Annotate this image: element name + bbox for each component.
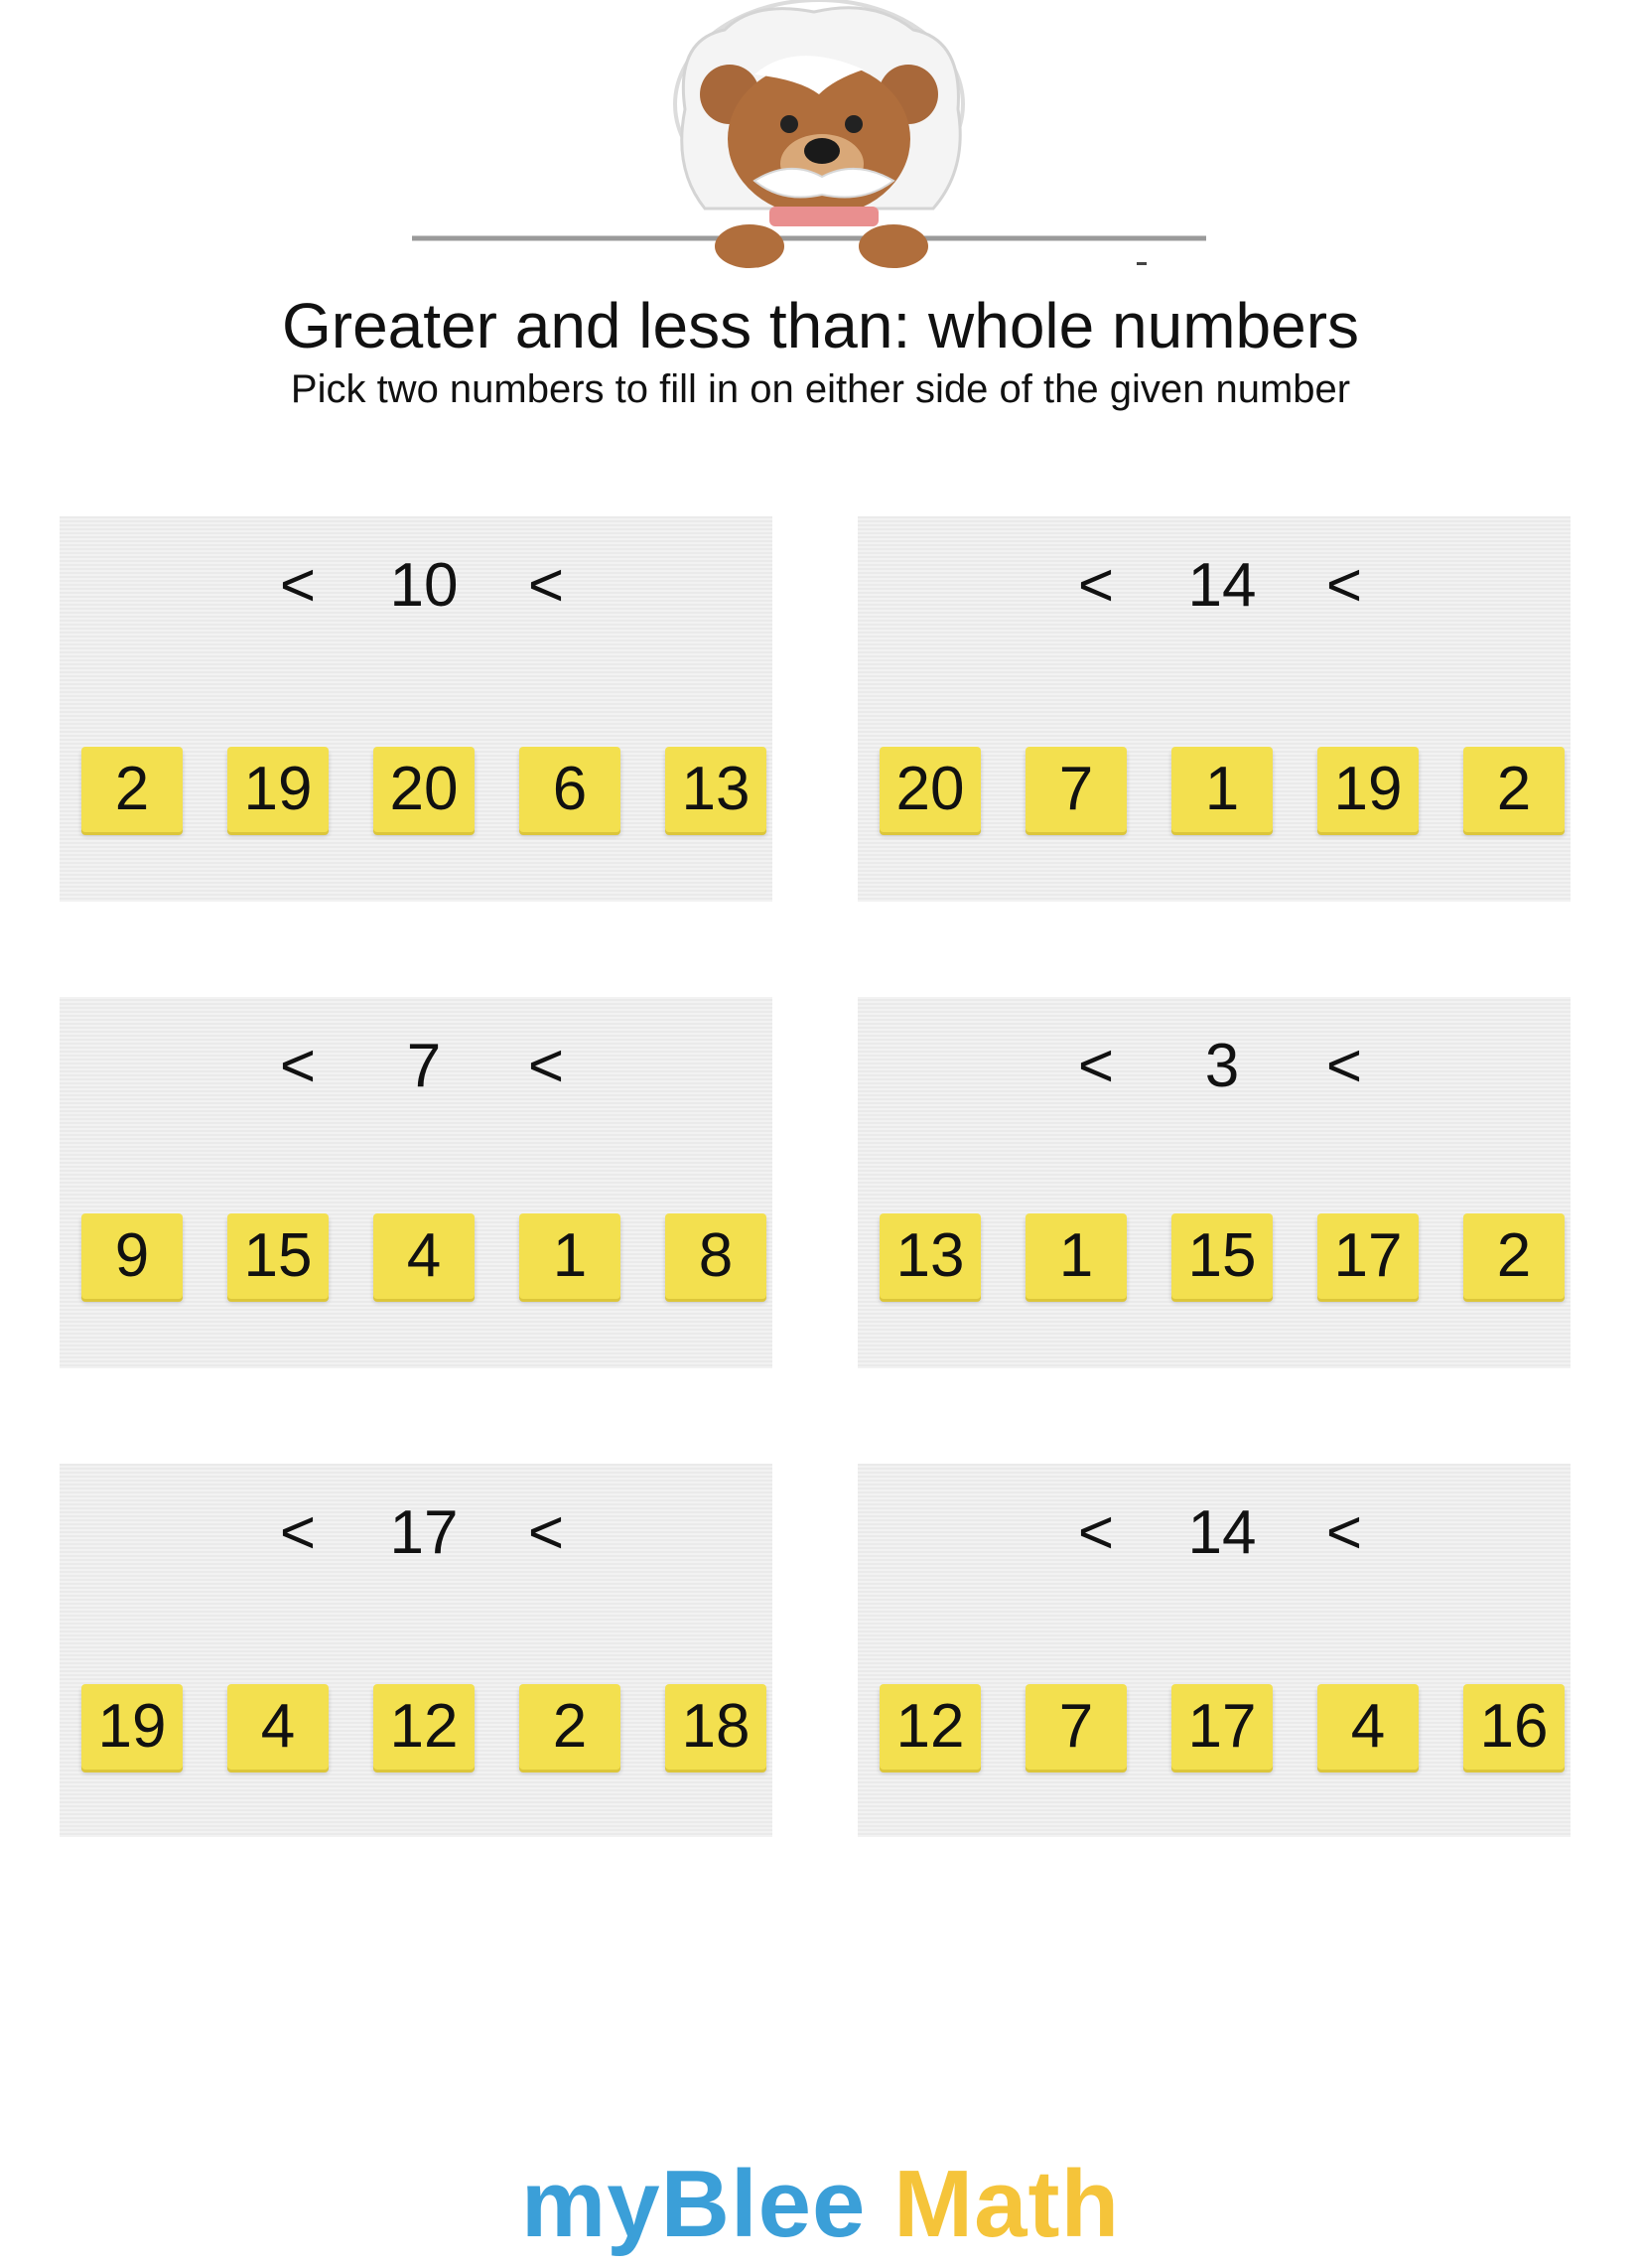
given-number: 7 xyxy=(406,1032,442,1100)
page-title: Greater and less than: whole numbers xyxy=(281,290,1360,361)
problem-statement xyxy=(60,1027,772,1106)
problem-statement xyxy=(60,546,772,626)
number-tile[interactable]: 13 xyxy=(665,747,766,832)
problem-statement xyxy=(858,1027,1571,1106)
less-than-symbol-left: < xyxy=(1077,1032,1115,1100)
number-tile[interactable]: 15 xyxy=(227,1213,329,1299)
given-number: 17 xyxy=(389,1498,459,1567)
less-than-symbol-right: < xyxy=(1325,551,1363,620)
number-tile[interactable]: 1 xyxy=(1171,747,1273,832)
number-tile[interactable]: 2 xyxy=(81,747,183,832)
number-tile[interactable]: 19 xyxy=(1317,747,1419,832)
number-tile[interactable]: 4 xyxy=(227,1684,329,1770)
number-tile[interactable]: 2 xyxy=(1463,1213,1565,1299)
logo-part-myblee: myBlee xyxy=(520,2151,867,2257)
less-than-symbol-right: < xyxy=(527,1032,565,1100)
number-tile[interactable]: 18 xyxy=(665,1684,766,1770)
number-tile[interactable]: 9 xyxy=(81,1213,183,1299)
number-tile[interactable]: 2 xyxy=(519,1684,620,1770)
number-tile[interactable]: 19 xyxy=(227,747,329,832)
number-tile[interactable]: 20 xyxy=(373,747,475,832)
number-tile[interactable]: 6 xyxy=(519,747,620,832)
less-than-symbol-left: < xyxy=(1077,551,1115,620)
problem-statement xyxy=(858,1493,1571,1573)
logo-part-math: Math xyxy=(893,2151,1121,2257)
bear-mascot-icon xyxy=(397,0,1251,278)
number-tile[interactable]: 17 xyxy=(1317,1213,1419,1299)
number-tile[interactable]: 16 xyxy=(1463,1684,1565,1770)
problem-panel-1 xyxy=(60,516,772,902)
less-than-symbol-left: < xyxy=(279,1498,317,1567)
number-tile[interactable]: 7 xyxy=(1026,1684,1127,1770)
choice-tiles xyxy=(880,1213,1565,1299)
number-tile[interactable]: 7 xyxy=(1026,747,1127,832)
page-subtitle: Pick two numbers to fill in on either side of the given number xyxy=(290,367,1351,411)
less-than-symbol-left: < xyxy=(279,1032,317,1100)
problem-panel-2 xyxy=(858,516,1571,902)
problem-statement xyxy=(60,1493,772,1573)
problem-panel-3 xyxy=(60,997,772,1368)
number-tile[interactable]: 13 xyxy=(880,1213,981,1299)
less-than-symbol-right: < xyxy=(527,1498,565,1567)
problem-panel-4 xyxy=(858,997,1571,1368)
problem-statement xyxy=(858,546,1571,626)
less-than-symbol-right: < xyxy=(527,551,565,620)
given-number: 10 xyxy=(389,551,459,620)
less-than-symbol-left: < xyxy=(279,551,317,620)
number-tile[interactable]: 17 xyxy=(1171,1684,1273,1770)
number-tile[interactable]: 4 xyxy=(373,1213,475,1299)
number-tile[interactable]: 20 xyxy=(880,747,981,832)
number-tile[interactable]: 12 xyxy=(880,1684,981,1770)
less-than-symbol-left: < xyxy=(1077,1498,1115,1567)
less-than-symbol-right: < xyxy=(1325,1032,1363,1100)
number-tile[interactable]: 8 xyxy=(665,1213,766,1299)
number-tile[interactable]: 12 xyxy=(373,1684,475,1770)
number-tile[interactable]: 1 xyxy=(519,1213,620,1299)
choice-tiles xyxy=(880,747,1565,832)
given-number: 14 xyxy=(1187,551,1257,620)
number-tile[interactable]: 1 xyxy=(1026,1213,1127,1299)
choice-tiles xyxy=(81,747,766,832)
choice-tiles xyxy=(81,1213,766,1299)
number-tile[interactable]: 15 xyxy=(1171,1213,1273,1299)
choice-tiles xyxy=(880,1684,1565,1770)
given-number: 14 xyxy=(1187,1498,1257,1567)
problem-panel-6 xyxy=(858,1464,1571,1837)
number-tile[interactable]: 2 xyxy=(1463,747,1565,832)
myblee-math-logo xyxy=(0,2150,1641,2259)
choice-tiles xyxy=(81,1684,766,1770)
problem-panel-5 xyxy=(60,1464,772,1837)
given-number: 3 xyxy=(1204,1032,1240,1100)
less-than-symbol-right: < xyxy=(1325,1498,1363,1567)
number-tile[interactable]: 4 xyxy=(1317,1684,1419,1770)
number-tile[interactable]: 19 xyxy=(81,1684,183,1770)
